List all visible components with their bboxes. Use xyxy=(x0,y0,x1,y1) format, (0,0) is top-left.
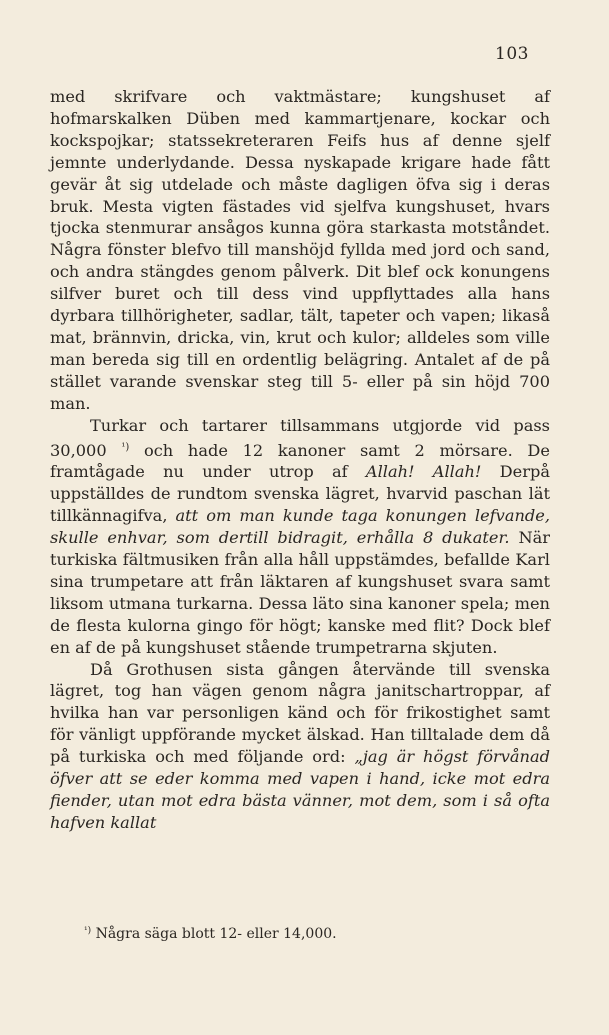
page-number: 103 xyxy=(495,44,529,64)
italic-text: Allah! Allah! xyxy=(365,462,482,482)
text-run: När turkiska fältmusiken från alla håll uppstämdes, befallde Karl sina trumpetare att från läktaren af kungshuset svara samt liksom utmana turkarna. Dessa läto sina kanoner spela; men de flesta kulorna gingo för högt; kanske med flit? Dock blef en af de på kungshuset stående trumpetrarna skjuten. xyxy=(50,528,550,657)
paragraph xyxy=(50,415,550,659)
text-run: Då Grothusen sista gången återvände till svenska lägret, tog han vägen genom några janitschartroppar, af hvilka han var personligen känd och för frikostighet samt för vänligt uppförande mycket älskad. Han tilltalade dem då på turkiska och med följande ord: xyxy=(50,659,550,767)
footnote-ref: ¹) xyxy=(121,441,130,453)
footnote-rule xyxy=(50,918,550,919)
footnote-marker: ¹) xyxy=(84,926,92,936)
italic-text: „jag är högst förvånad öfver att se eder komma med vapen i hand, icke mot edra fiender, utan mot edra bästa vänner, mot dem, som i så ofta hafven kallat xyxy=(50,747,550,832)
text-run: och hade 12 kanoner samt 2 mörsare. De framtågade nu under utrop af xyxy=(50,440,550,482)
italic-text: att om man kunde taga konungen lefvande, skulle enhvar, som dertill bidragit, erhålla 8 dukater. xyxy=(50,506,550,548)
text-run: Turkar och tartarer tillsammans utgjorde vid pass 30,000 xyxy=(50,415,550,460)
text-run: med skrifvare och vaktmästare; kungshuset af hofmarskalken Düben med kammartjenare, kockar och kockspojkar; statssekreteraren Feifs hus af denne sjelf jemnte underlydande. Dessa nyskapade krigare hade fått gevär åt sig utdelade och måste dagligen öfva sig i deras bruk. Mesta vigten fästades vid sjelfva kungshuset, hvars tjocka stenmurar ansågos kunna göra starkasta motståndet. Några fönster blefvo till manshöjd fyllda med jord och sand, och andra stängdes genom pålverk. Dit blef ock konungens silfver buret och till dess vind uppflyttades alla hans dyrbara tillhörigheter, sadlar, tält, tapeter och vapen; likaså mat, brännvin, dricka, vin, krut och kulor; alldeles som ville man bereda sig till en ordentlig belägring. Antalet af de på stället varande svenskar steg till 5- eller på sin höjd 700 man. xyxy=(50,87,550,413)
footnote-text: Några säga blott 12- eller 14,000. xyxy=(95,926,337,942)
paragraph xyxy=(50,659,550,834)
body-text xyxy=(50,86,550,834)
text-run: Derpå uppställdes de rundtom svenska lägret, hvarvid paschan lät tillkännagifva, xyxy=(50,462,550,526)
footnote xyxy=(84,926,337,942)
paragraph xyxy=(50,86,550,415)
